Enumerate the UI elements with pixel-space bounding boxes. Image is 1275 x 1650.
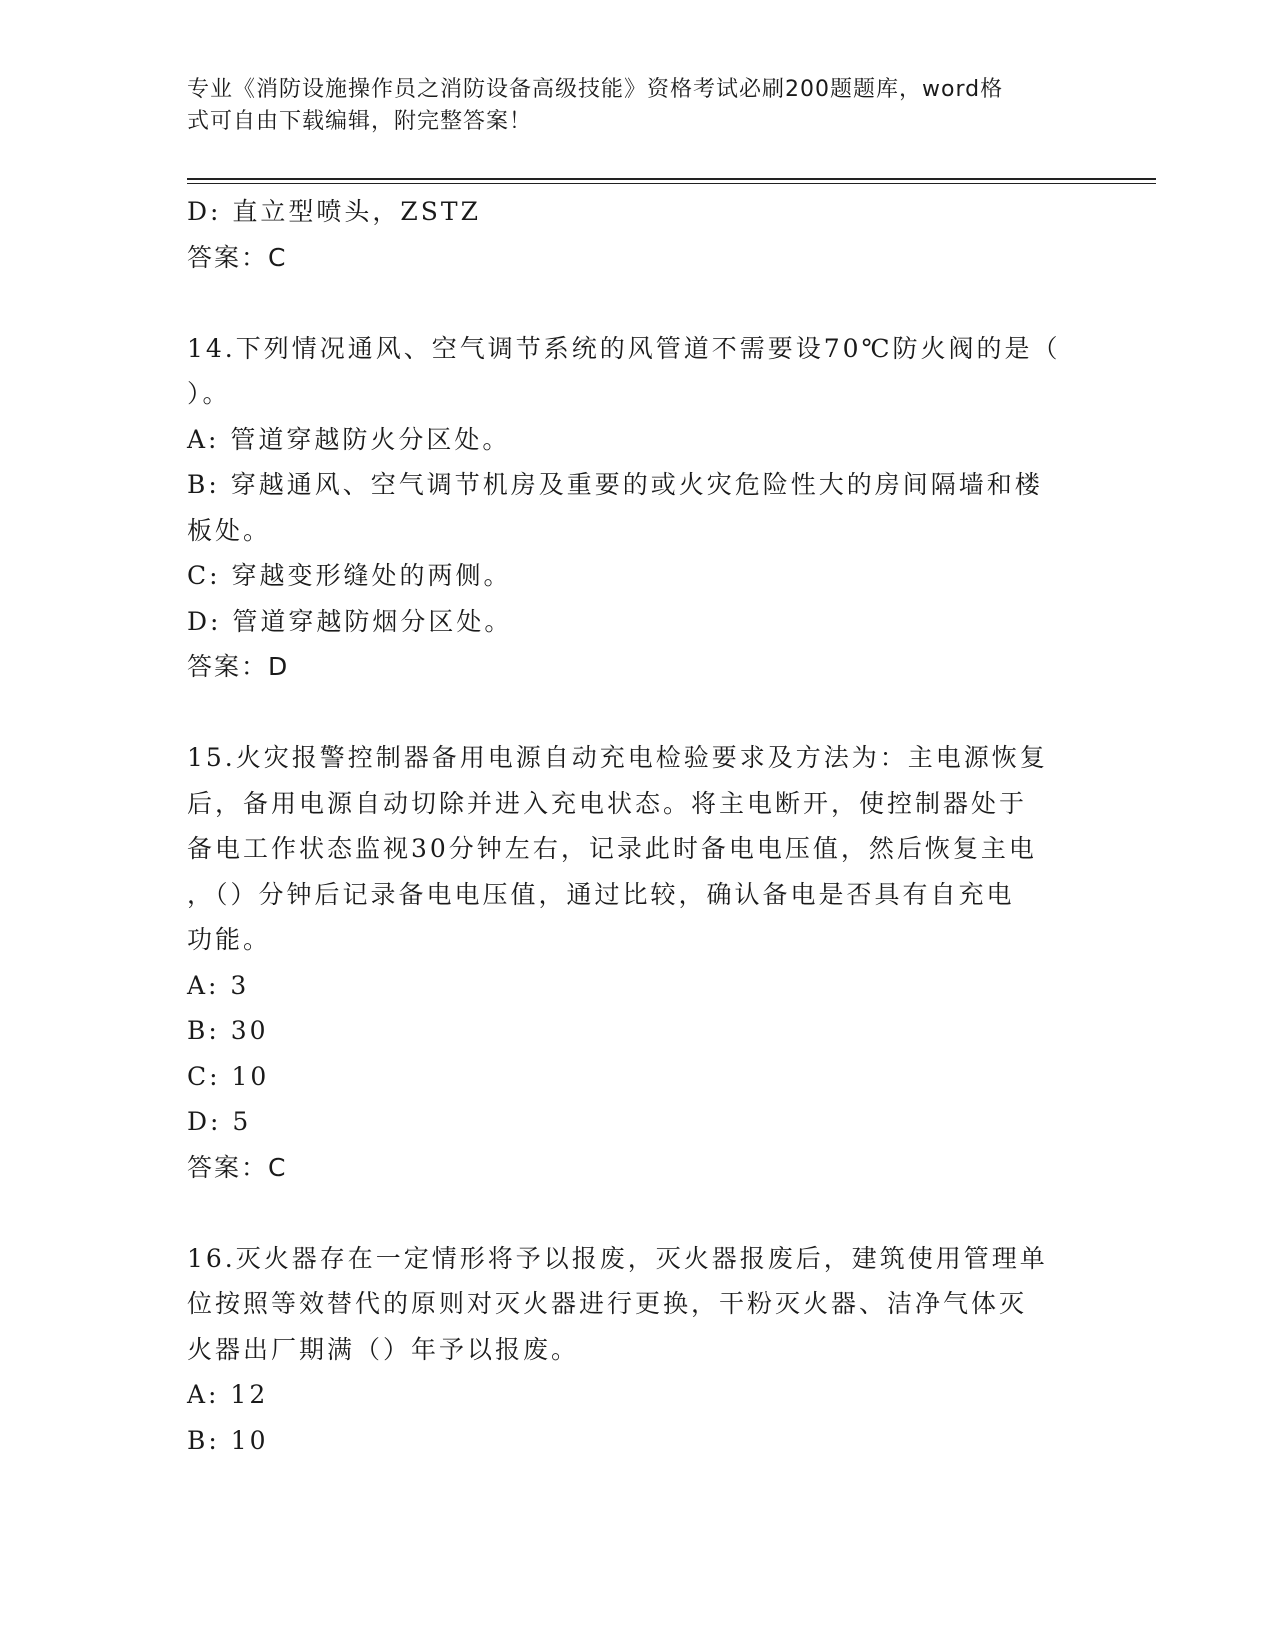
question-stem-line: 位按照等效替代的原则对灭火器进行更换，干粉灭火器、洁净气体灭 [187,1289,1028,1318]
question-stem-line: 后，备用电源自动切除并进入充电状态。将主电断开，使控制器处于 [187,788,1028,818]
option-b: B: 10 [187,1425,269,1455]
question-stem-line: 备电工作状态监视30分钟左右，记录此时备电电压值，然后恢复主电 [187,834,1037,863]
option-b: B: 30 [187,1016,269,1045]
option-c: C: 10 [187,1061,270,1091]
option-a: A: 管道穿越防火分区处。 [187,424,511,454]
answer-label: 答案：C [187,242,288,272]
question-16 [187,1236,1087,1464]
spacer [187,1190,1087,1236]
question-stem-line: 功能。 [187,925,272,954]
question-stem-line: ，（）分钟后记录备电电压值，通过比较，确认备电是否具有自充电 [187,879,1015,909]
question-13 [187,189,1087,280]
option-d: D: 管道穿越防烟分区处。 [187,606,513,636]
question-list [187,189,1087,1463]
option-d: D: 5 [187,1107,252,1136]
header-divider-thin [187,183,1156,184]
header-line-1: 专业《消防设施操作员之消防设备高级技能》资格考试必刷200题题库，word格 [187,77,1004,102]
option-a: A: 12 [187,1380,269,1409]
question-stem-line: ）。 [187,379,231,408]
answer-label: 答案：D [187,652,290,681]
question-stem-line: 火器出厂期满（）年予以报废。 [187,1334,580,1364]
answer-label: 答案：C [187,1152,288,1182]
question-stem-line: 16.灭火器存在一定情形将予以报废，灭火器报废后，建筑使用管理单 [187,1243,1048,1273]
question-15 [187,735,1087,1190]
document-header [187,74,1077,138]
option-c: C: 穿越变形缝处的两侧。 [187,561,512,590]
question-14 [187,326,1087,690]
option-b-continued: 板处。 [187,515,272,545]
option-d: D: 直立型喷头，ZSTZ [187,197,481,226]
header-divider-thick [187,178,1156,180]
option-b: B: 穿越通风、空气调节机房及重要的或火灾危险性大的房间隔墙和楼 [187,470,1043,499]
question-stem-line: 15.火灾报警控制器备用电源自动充电检验要求及方法为：主电源恢复 [187,743,1048,772]
question-stem-line: 14.下列情况通风、空气调节系统的风管道不需要设70℃防火阀的是（ [187,333,1061,363]
spacer [187,690,1087,736]
header-line-2: 式可自由下载编辑，附完整答案！ [187,109,533,134]
spacer [187,280,1087,326]
option-a: A: 3 [187,970,250,1000]
